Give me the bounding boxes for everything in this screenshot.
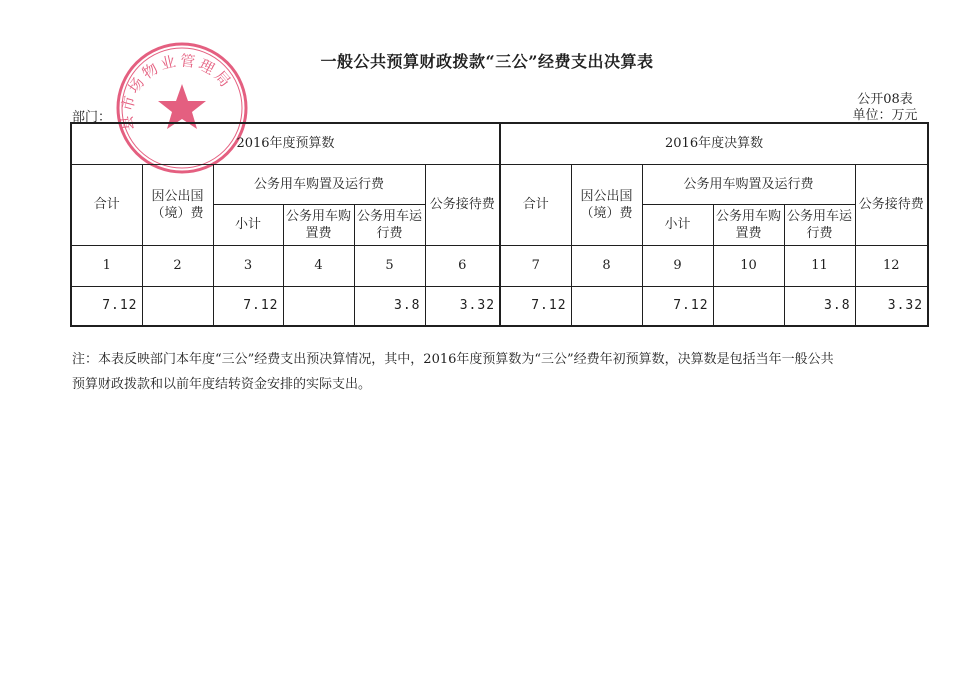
note-line-2: 预算财政拨款和以前年度结转资金安排的实际支出。 xyxy=(72,377,372,392)
value-cell xyxy=(713,286,784,326)
index-cell: 7 xyxy=(500,245,571,286)
index-cell: 11 xyxy=(784,245,855,286)
department-label: 部门： xyxy=(72,110,112,125)
index-cell: 4 xyxy=(283,245,354,286)
index-cell: 5 xyxy=(354,245,425,286)
document-title: 一般公共预算财政拨款“三公”经费支出决算表 xyxy=(320,52,654,71)
header-abroad: 因公出国（境）费 xyxy=(142,164,213,245)
budget-group-header: 2016年度预算数 xyxy=(71,123,500,164)
table-note xyxy=(72,347,932,397)
header-subtotal: 小计 xyxy=(642,204,713,245)
value-cell: 3.8 xyxy=(784,286,855,326)
header-reception: 公务接待费 xyxy=(425,164,500,245)
index-cell: 9 xyxy=(642,245,713,286)
header-total: 合计 xyxy=(71,164,142,245)
value-cell: 7.12 xyxy=(71,286,142,326)
header-vehicle: 公务用车购置及运行费 xyxy=(642,164,855,204)
final-group-header: 2016年度决算数 xyxy=(500,123,928,164)
value-cell: 3.32 xyxy=(855,286,928,326)
note-line-1: 注：本表反映部门本年度“三公”经费支出预决算情况，其中，2016年度预算数为“三公”经费年初预算数，决算数是包括当年一般公共 xyxy=(72,352,834,367)
index-cell: 1 xyxy=(71,245,142,286)
index-cell: 12 xyxy=(855,245,928,286)
header-total: 合计 xyxy=(500,164,571,245)
value-cell: 7.12 xyxy=(642,286,713,326)
value-cell: 3.8 xyxy=(354,286,425,326)
header-subtotal: 小计 xyxy=(213,204,283,245)
form-number: 公开08表 xyxy=(857,92,913,107)
index-row xyxy=(71,245,928,286)
value-cell: 7.12 xyxy=(213,286,283,326)
index-cell: 10 xyxy=(713,245,784,286)
unit-label: 单位：万元 xyxy=(852,108,918,123)
index-cell: 6 xyxy=(425,245,500,286)
value-cell xyxy=(142,286,213,326)
index-cell: 3 xyxy=(213,245,283,286)
header-reception: 公务接待费 xyxy=(855,164,928,245)
header-abroad: 因公出国（境）费 xyxy=(571,164,642,245)
index-cell: 2 xyxy=(142,245,213,286)
header-purchase: 公务用车购置费 xyxy=(713,204,784,245)
value-cell: 7.12 xyxy=(500,286,571,326)
header-operation: 公务用车运行费 xyxy=(784,204,855,245)
value-cell xyxy=(571,286,642,326)
three-public-expense-table xyxy=(70,122,929,327)
header-operation: 公务用车运行费 xyxy=(354,204,425,245)
seal-text: 县市场物业管理局 xyxy=(117,51,237,132)
header-purchase: 公务用车购置费 xyxy=(283,204,354,245)
header-vehicle: 公务用车购置及运行费 xyxy=(213,164,425,204)
index-cell: 8 xyxy=(571,245,642,286)
value-cell xyxy=(283,286,354,326)
value-cell: 3.32 xyxy=(425,286,500,326)
data-row xyxy=(71,286,928,326)
